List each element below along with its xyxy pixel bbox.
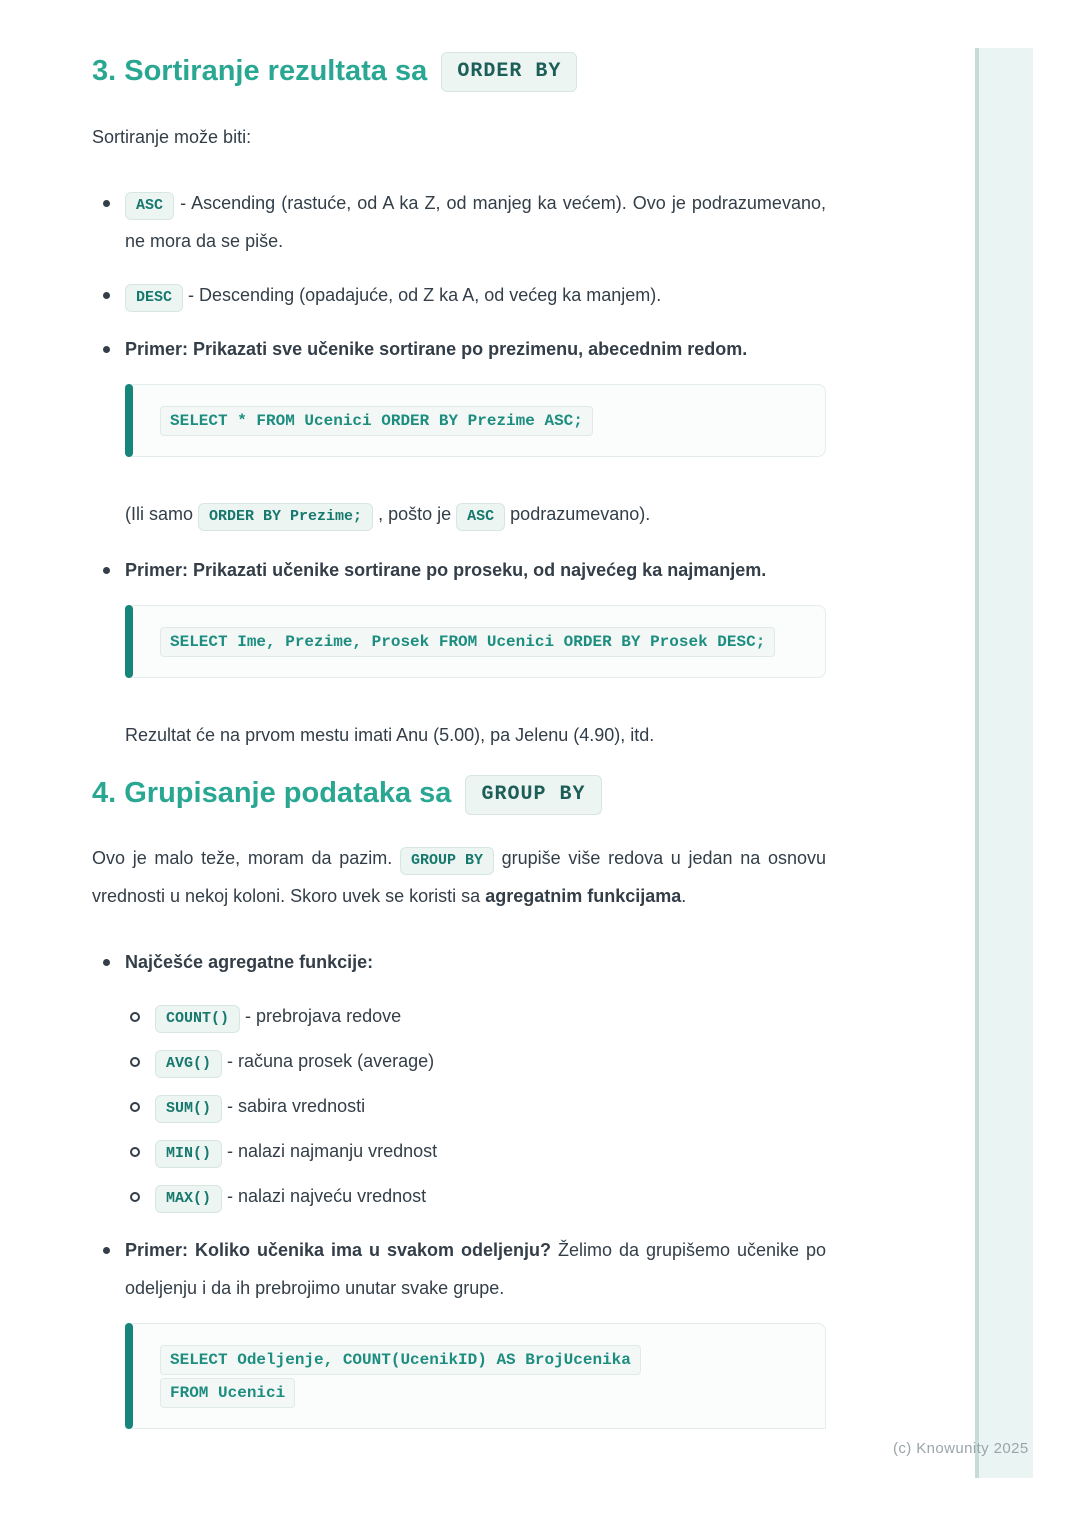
order-by-prezime-chip: ORDER BY Prezime; — [198, 503, 373, 531]
desc-description: - Descending (opadajuće, od Z ka A, od većeg ka manjem). — [188, 285, 662, 306]
group-by-heading-code-chip: GROUP BY — [465, 775, 601, 815]
agg-heading-label: Najčešće agregatne funkcije: — [125, 951, 374, 972]
copyright-credit: (c) Knowunity 2025 — [893, 1440, 1029, 1457]
min-description: - nalazi najmanju vrednost — [227, 1140, 438, 1161]
count-code-chip: COUNT() — [155, 1005, 240, 1033]
max-description: - nalazi najveću vrednost — [227, 1185, 427, 1206]
aggregate-functions-bold: agregatnim funkcijama — [485, 885, 682, 906]
sql-statement-line-2: FROM Ucenici — [160, 1378, 295, 1408]
count-description: - prebrojava redove — [245, 1005, 402, 1026]
sql-statement: SELECT Ime, Prezime, Prosek FROM Ucenici ORDER BY Prosek DESC; — [160, 627, 775, 657]
code-block-order-by-desc — [125, 605, 826, 678]
group-by-intro — [92, 839, 826, 915]
desc-code-chip: DESC — [125, 284, 183, 312]
example-2-label: Primer: Prikazati učenike sortirane po proseku, od najvećeg ka najmanjem. — [125, 560, 767, 581]
asc-inline-chip: ASC — [456, 503, 505, 531]
page-edge-strip — [975, 48, 1033, 1478]
code-block-group-by — [125, 1323, 826, 1429]
avg-description: - računa prosek (average) — [227, 1050, 435, 1071]
group-by-intro-text-1: Ovo je malo teže, moram da pazim. — [92, 847, 393, 868]
sorting-intro-text: Sortiranje može biti: — [92, 127, 252, 148]
sql-statement: SELECT * FROM Ucenici ORDER BY Prezime ASC; — [160, 406, 593, 436]
group-by-intro-text-3: . — [681, 885, 687, 906]
order-by-heading-code-chip: ORDER BY — [441, 52, 577, 92]
order-by-shorthand-note — [125, 495, 826, 533]
result-note: Rezultat će na prvom mestu imati Anu (5.00), pa Jelenu (4.90), itd. — [125, 725, 655, 746]
list-item-max — [92, 1177, 826, 1215]
section-3-heading-text: 3. Sortiranje rezultata sa — [92, 55, 428, 87]
list-item-example-2 — [92, 551, 826, 589]
group-by-intro-text-2: grupiše više redova u jedan na osnovu vrednosti u nekoj koloni. Skoro uvek se koristi sa — [92, 847, 826, 906]
list-item-desc — [92, 276, 826, 314]
note-text-3: podrazumevano). — [510, 504, 651, 525]
list-item-example-1 — [92, 330, 826, 368]
asc-code-chip: ASC — [125, 192, 174, 220]
asc-description: - Ascending (rastuće, od A ka Z, od manjeg ka većem). Ovo je podrazumevano, ne mora da se piše. — [125, 193, 826, 252]
section-4-heading — [92, 772, 826, 814]
note-text-1: (Ili samo — [125, 504, 194, 525]
list-item-agg-heading — [92, 943, 826, 981]
list-item-example-3 — [92, 1231, 826, 1307]
document-content — [92, 50, 826, 1429]
sum-description: - sabira vrednosti — [227, 1095, 366, 1116]
code-block-order-by-asc — [125, 384, 826, 457]
example-1-label: Primer: Prikazati sve učenike sortirane po prezimenu, abecednim redom. — [125, 339, 748, 360]
min-code-chip: MIN() — [155, 1140, 222, 1168]
sql-line-row — [160, 1345, 799, 1375]
section-4-heading-text: 4. Grupisanje podataka sa — [92, 777, 452, 810]
sql-statement-line-1: SELECT Odeljenje, COUNT(UcenikID) AS BrojUcenika — [160, 1345, 641, 1375]
note-text-2: , pošto je — [378, 504, 452, 525]
avg-code-chip: AVG() — [155, 1050, 222, 1078]
section-3-heading — [92, 50, 826, 92]
max-code-chip: MAX() — [155, 1185, 222, 1213]
list-item-min — [92, 1132, 826, 1170]
list-item-avg — [92, 1042, 826, 1080]
sum-code-chip: SUM() — [155, 1095, 222, 1123]
example-3-label-rest: Želimo da grupišemo učenike po odeljenju i da ih prebrojimo unutar svake grupe. — [125, 1239, 827, 1298]
example-3-label-bold: Primer: Koliko učenika ima u svakom odeljenju? — [125, 1239, 551, 1260]
list-item-count — [92, 997, 826, 1035]
list-item-asc — [92, 184, 826, 260]
group-by-inline-chip: GROUP BY — [400, 847, 494, 875]
list-item-sum — [92, 1087, 826, 1125]
sql-line-row — [160, 1378, 799, 1408]
